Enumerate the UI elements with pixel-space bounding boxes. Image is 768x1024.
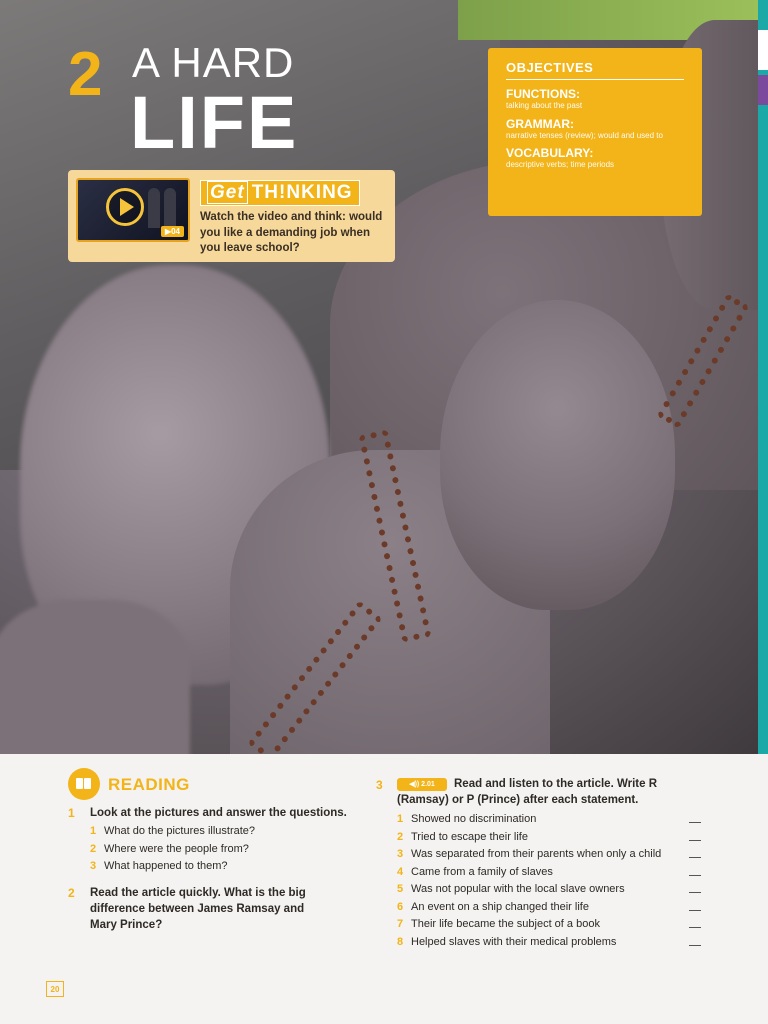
list-item: 3 What happened to them? <box>90 860 228 872</box>
list-item: 8 Helped slaves with their medical problems <box>397 934 707 952</box>
play-icon[interactable] <box>106 188 144 226</box>
page-edge-tab <box>758 0 768 754</box>
exercise-2-number: 2 <box>68 886 75 900</box>
answer-blank[interactable] <box>689 934 701 946</box>
objectives-title: OBJECTIVES <box>506 60 684 80</box>
list-item: 4 Came from a family of slaves <box>397 864 707 882</box>
grammar-label: GRAMMAR: <box>506 116 574 131</box>
list-item: 1 What do the pictures illustrate? <box>90 825 256 837</box>
exercise-1-questions <box>90 823 255 876</box>
audio-track-button[interactable]: ◀)) 2.01 <box>397 778 447 791</box>
get-label: Get <box>207 181 248 204</box>
exercise-1-number: 1 <box>68 806 75 820</box>
get-thinking-logo <box>200 180 360 206</box>
answer-blank[interactable] <box>689 881 701 893</box>
book-icon <box>68 768 100 800</box>
objectives-box <box>488 48 702 216</box>
answer-blank[interactable] <box>689 829 701 841</box>
statue-body-left <box>0 600 190 754</box>
reading-heading: READING <box>108 775 190 794</box>
exercise-1-instruction: Look at the pictures and answer the questions. <box>90 807 347 819</box>
list-item: 7 Their life became the subject of a book <box>397 916 707 934</box>
exercise-3-instruction: Read and listen to the article. Write R (Ramsay) or P (Prince) after each statement. <box>397 778 657 807</box>
vocabulary-text: descriptive verbs; time periods <box>506 160 615 170</box>
list-item: 5 Was not popular with the local slave owners <box>397 881 707 899</box>
list-item: 1 Showed no discrimination <box>397 811 707 829</box>
unit-number: 2 <box>68 40 103 109</box>
vocabulary-label: VOCABULARY: <box>506 146 594 161</box>
video-number-badge: ▶04 <box>161 226 184 237</box>
answer-blank[interactable] <box>689 916 701 928</box>
answer-blank[interactable] <box>689 846 701 858</box>
unit-title-line2: LIFE <box>130 81 299 164</box>
grammar-text: narrative tenses (review); would and used to <box>506 130 663 140</box>
list-item: 2 Where were the people from? <box>90 842 249 855</box>
answer-blank[interactable] <box>689 811 701 823</box>
functions-label: FUNCTIONS: <box>506 87 580 101</box>
exercise-3-number: 3 <box>376 778 383 792</box>
answer-blank[interactable] <box>689 864 701 876</box>
exercise-2-instruction: Read the article quickly. What is the big difference between James Ramsay and Mary Prince? <box>90 887 306 932</box>
video-thumbnail[interactable] <box>76 178 190 242</box>
get-thinking-box <box>68 170 395 262</box>
list-item: 3 Was separated from their parents when only a child <box>397 846 707 864</box>
list-item: 6 An event on a ship changed their life <box>397 899 707 917</box>
functions-text: talking about the past <box>506 101 583 111</box>
answer-blank[interactable] <box>689 899 701 911</box>
page-number: 20 <box>46 981 64 997</box>
unit-title-line1: A HARD <box>132 39 295 86</box>
list-item: 2 Tried to escape their life <box>397 829 707 847</box>
get-thinking-prompt: Watch the video and think: would you like a demanding job when you leave school? <box>200 211 383 255</box>
exercise-3-statements <box>397 811 707 951</box>
thinking-label: TH!NKING <box>251 182 353 203</box>
statue-head-center <box>440 300 675 610</box>
